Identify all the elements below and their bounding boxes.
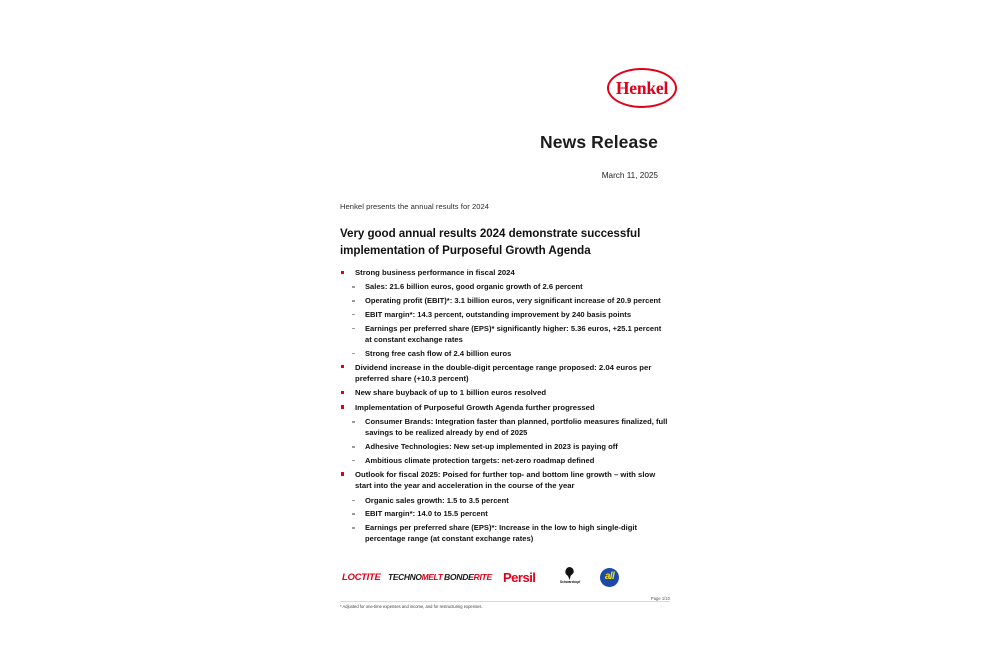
bullet-secondary: EBIT margin*: 14.3 percent, outstanding improvement by 240 basis points	[340, 309, 670, 320]
henkel-logo	[607, 68, 677, 108]
schwarzkopf-wordmark: Schwarzkopf	[559, 580, 581, 584]
technomelt-wordmark	[388, 572, 443, 582]
headline: Very good annual results 2024 demonstrate successful implementation of Purposeful Growth Agenda	[340, 227, 641, 257]
technomelt-main: TECHNO	[388, 572, 422, 582]
bullet-primary: Outlook for fiscal 2025: Poised for further top- and bottom line growth – with slow start into the year and acceleration in the course of the year	[340, 469, 670, 492]
bullet-secondary: Earnings per preferred share (EPS)* significantly higher: 5.36 euros, +25.1 percent at constant exchange rates	[340, 323, 670, 345]
all-logo	[600, 566, 619, 588]
all-badge	[600, 568, 619, 587]
all-wordmark: all	[604, 571, 615, 582]
bullet-secondary: Consumer Brands: Integration faster than planned, portfolio measures finalized, full savings to be realized already by end of 2025	[340, 416, 670, 438]
bullet-secondary: Organic sales growth: 1.5 to 3.5 percent	[340, 495, 670, 506]
bonderite-logo	[444, 566, 492, 588]
bullet-secondary: Sales: 21.6 billion euros, good organic growth of 2.6 percent	[340, 281, 670, 292]
brand-logo-strip	[340, 566, 670, 590]
bullet-primary: New share buyback of up to 1 billion euros resolved	[340, 387, 670, 398]
persil-logo	[503, 566, 535, 588]
bullet-primary: Strong business performance in fiscal 2024	[340, 267, 670, 278]
bullet-secondary: Adhesive Technologies: New set-up implemented in 2023 is paying off	[340, 441, 670, 452]
bullet-primary: Dividend increase in the double-digit percentage range proposed: 2.04 euros per preferred share (+10.3 percent)	[340, 362, 670, 385]
bullet-secondary: Ambitious climate protection targets: net-zero roadmap defined	[340, 455, 670, 466]
bullet-primary: Implementation of Purposeful Growth Agenda further progressed	[340, 402, 670, 413]
bonderite-main: BONDE	[444, 572, 474, 582]
bullet-secondary: EBIT margin*: 14.0 to 15.5 percent	[340, 508, 670, 519]
page-title: News Release	[540, 132, 658, 152]
bonderite-accent: RITE	[473, 572, 492, 582]
logo-wordmark: Henkel	[615, 78, 669, 98]
footnote: * Adjusted for one-time expenses and income, and for restructuring expenses.	[340, 604, 483, 609]
schwarzkopf-logo	[555, 566, 585, 588]
loctite-logo	[342, 566, 381, 588]
technomelt-logo	[388, 566, 443, 588]
technomelt-accent: MELT	[421, 572, 443, 582]
schwarzkopf-mark	[555, 566, 585, 588]
persil-wordmark: Persil	[503, 569, 536, 585]
kicker-line: Henkel presents the annual results for 2024	[340, 202, 490, 211]
bullet-list	[340, 267, 670, 547]
loctite-wordmark: LOCTITE	[342, 571, 381, 583]
bullet-secondary: Earnings per preferred share (EPS)*: Increase in the low to high single-digit percentage range (at constant exchange rates)	[340, 522, 670, 544]
bullet-secondary: Operating profit (EBIT)*: 3.1 billion euros, very significant increase of 20.9 percent	[340, 295, 670, 306]
bonderite-wordmark	[444, 572, 492, 582]
footer-divider	[340, 601, 670, 602]
bullet-secondary: Strong free cash flow of 2.4 billion euros	[340, 348, 670, 359]
release-date: March 11, 2025	[601, 171, 658, 180]
schwarzkopf-silhouette-icon	[565, 567, 574, 580]
page-number: Page 1/10	[650, 596, 670, 601]
